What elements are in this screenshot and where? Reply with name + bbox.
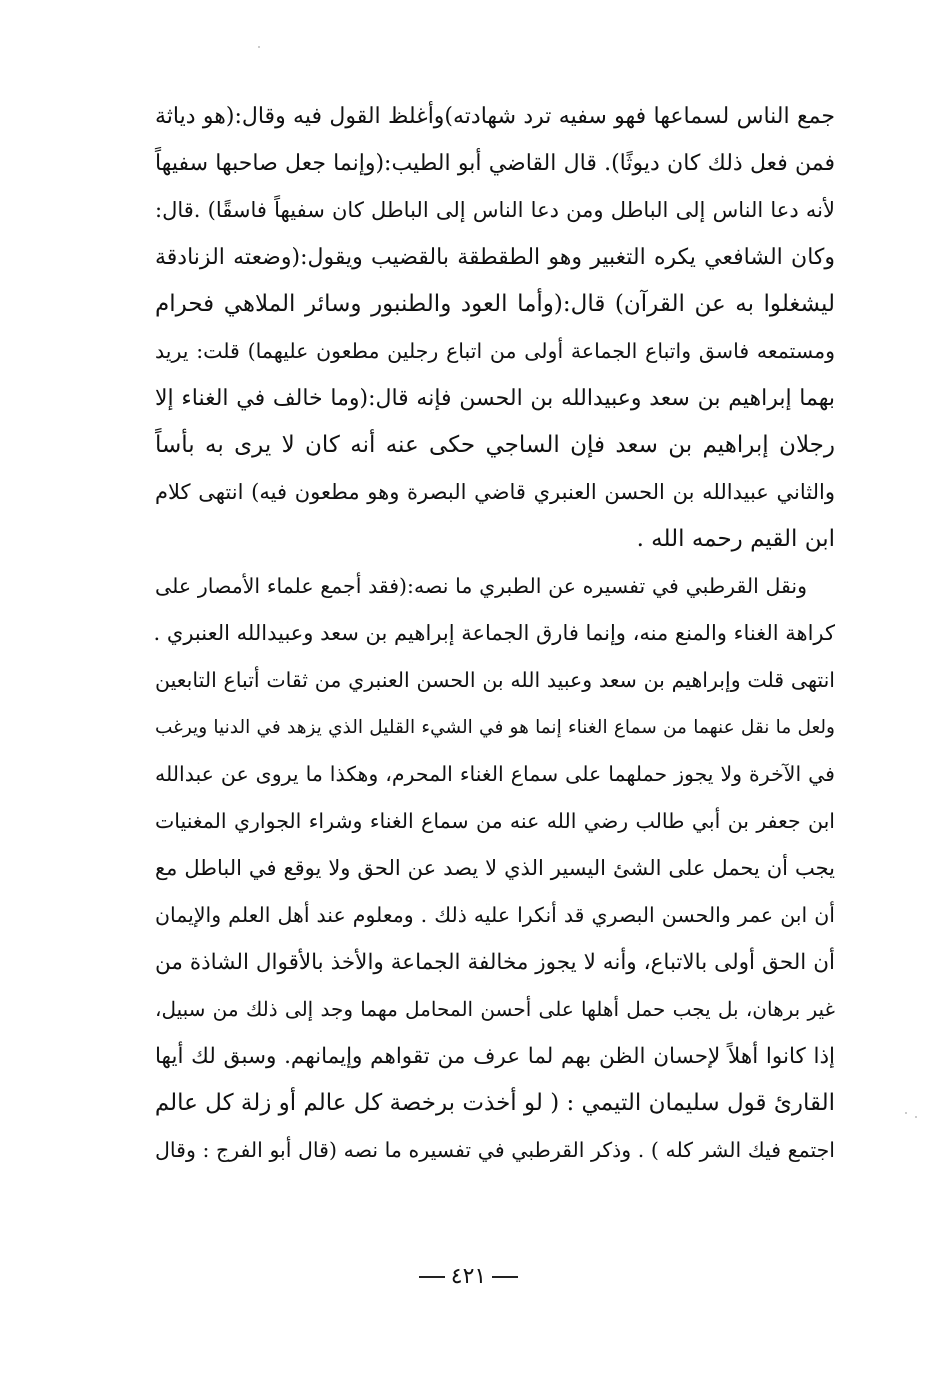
dash-right bbox=[419, 1276, 445, 1278]
text-line: إذا كانوا أهلاً لإحسان الظن بهم لما عرف من تقواهم وإيمانهم. وسبق لك أيها bbox=[155, 1044, 835, 1069]
text-line: وكان الشافعي يكره التغبير وهو الطقطقة بالقضيب ويقول:(وضعته الزنادقة bbox=[155, 245, 835, 270]
scan-speck bbox=[905, 1112, 907, 1114]
text-line: في الآخرة ولا يجوز حملهما على سماع الغناء المحرم، وهكذا ما يروى عن عبدالله bbox=[155, 762, 835, 786]
text-line: أن الحق أولى بالاتباع، وأنه لا يجوز مخالفة الجماعة والأخذ بالأقوال الشاذة من bbox=[155, 950, 835, 975]
text-line: ومستمعه فاسق واتباع الجماعة أولى من اتباع رجلين مطعون عليهما) قلت: يريد bbox=[155, 339, 835, 363]
text-line: فمن فعل ذلك كان ديوثًا). قال القاضي أبو الطيب:(وإنما جعل صاحبها سفيهاً bbox=[155, 151, 835, 176]
text-line: ابن القيم رحمه الله . bbox=[636, 526, 835, 552]
scan-speck bbox=[258, 46, 260, 48]
text-line: رجلان إبراهيم بن سعد فإن الساجي حكى عنه أنه كان لا يرى به بأساً bbox=[155, 432, 835, 458]
text-line: بهما إبراهيم بن سعد وعبيدالله بن الحسن فإنه قال:(وما خالف في الغناء إلا bbox=[155, 386, 835, 411]
text-line: أن ابن عمر والحسن البصري قد أنكرا عليه ذلك . ومعلوم عند أهل العلم والإيمان bbox=[155, 903, 835, 927]
text-line: ولعل ما نقل عنهما من سماع الغناء إنما هو في الشيء القليل الذي يزهد في الدنيا ويرغب bbox=[155, 717, 835, 738]
page-number: ٤٢١ bbox=[450, 1264, 487, 1289]
page-footer bbox=[0, 1262, 937, 1292]
text-line: غير برهان، بل يجب حمل أهلها على أحسن المحامل مهما وجد إلى ذلك من سبيل، bbox=[155, 997, 835, 1021]
scan-speck bbox=[915, 1116, 917, 1118]
text-line: ابن جعفر بن أبي طالب رضي الله عنه من سماع الغناء وشراء الجواري المغنيات bbox=[155, 809, 835, 833]
dash-left bbox=[492, 1276, 518, 1278]
text-line: ونقل القرطبي في تفسيره عن الطبري ما نصه:(فقد أجمع علماء الأمصار على bbox=[155, 574, 807, 598]
text-line: جمع الناس لسماعها فهو سفيه ترد شهادته)وأغلظ القول فيه وقال:(هو دياثة bbox=[155, 104, 835, 129]
text-line: اجتمع فيك الشر كله ) . وذكر القرطبي في تفسيره ما نصه (قال أبو الفرج : وقال bbox=[155, 1138, 835, 1162]
text-line: يجب أن يحمل على الشئ اليسير الذي لا يصد عن الحق ولا يوقع في الباطل مع bbox=[155, 856, 835, 880]
text-line: ليشغلوا به عن القرآن) قال:(وأما العود والطنبور وسائر الملاهي فحرام bbox=[155, 291, 835, 317]
text-line: لأنه دعا الناس إلى الباطل ومن دعا الناس إلى الباطل كان سفيهاً فاسقًا) .قال: bbox=[155, 198, 835, 222]
body-text bbox=[155, 93, 835, 1174]
text-line: القارئ قول سليمان التيمي : ( لو أخذت برخصة كل عالم أو زلة كل عالم bbox=[154, 1090, 835, 1116]
text-line: والثاني عبيدالله بن الحسن العنبري قاضي البصرة وهو مطعون فيه) انتهى كلام bbox=[155, 480, 835, 504]
text-line: كراهة الغناء والمنع منه، وإنما فارق الجماعة إبراهيم بن سعد وعبيدالله العنبري . bbox=[153, 621, 835, 645]
text-line: انتهى قلت وإبراهيم بن سعد وعبيد الله بن الحسن العنبري من ثقات أتباع التابعين bbox=[155, 668, 835, 692]
